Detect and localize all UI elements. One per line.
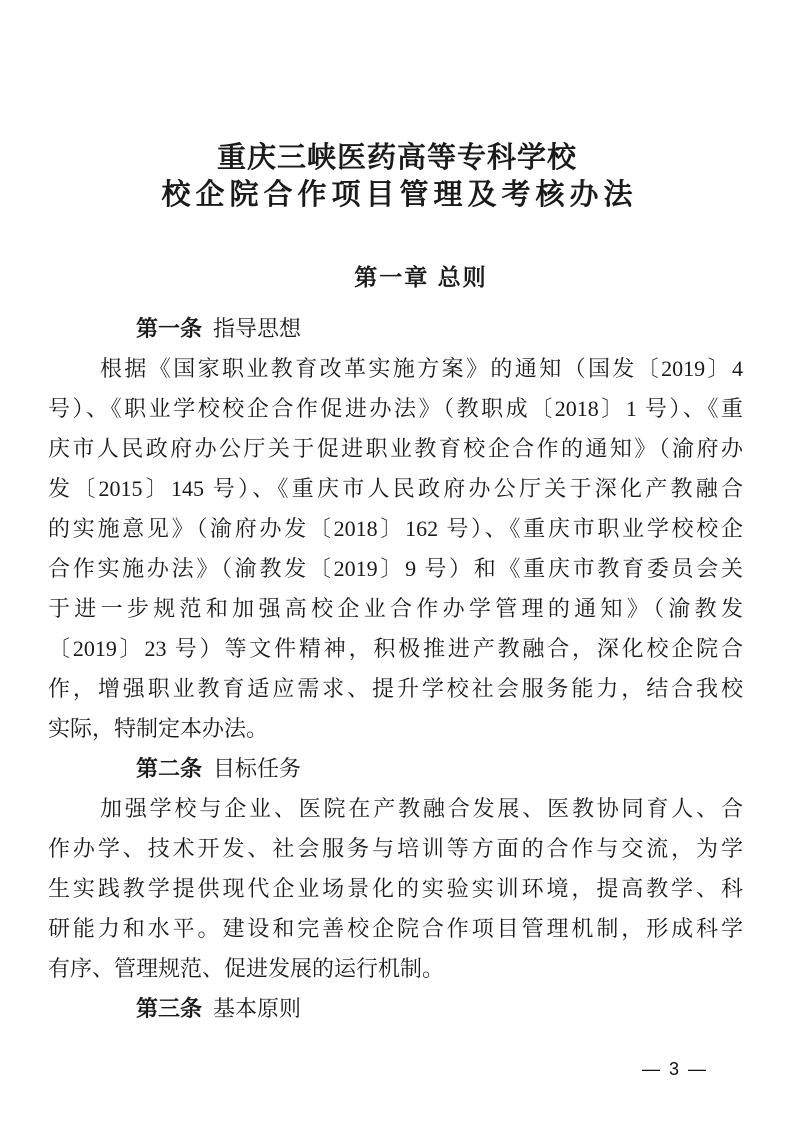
body-line: 研能力和水平。建设和完善校企院合作项目管理机制，形成科学 bbox=[48, 916, 743, 941]
document-body bbox=[0, 309, 794, 1029]
article-2-number: 第二条 bbox=[136, 756, 203, 781]
body-line: 〔2019〕23 号）等文件精神，积极推进产教融合，深化校企院合 bbox=[48, 636, 743, 661]
body-line: 实际，特制定本办法。 bbox=[48, 716, 269, 741]
article-1-number: 第一条 bbox=[136, 316, 203, 341]
page-number: — 3 — bbox=[641, 1059, 708, 1079]
title-line-1: 重庆三峡医药高等专科学校 bbox=[216, 142, 577, 174]
article-2-heading bbox=[48, 749, 743, 789]
article-1-title: 指导思想 bbox=[213, 316, 302, 341]
body-line: 号）、《职业学校校企合作促进办法》（教职成〔2018〕1 号）、《重 bbox=[48, 396, 743, 421]
article-3-heading bbox=[48, 989, 743, 1029]
article-3-title: 基本原则 bbox=[213, 996, 302, 1021]
body-line: 发〔2015〕145 号）、《重庆市人民政府办公厅关于深化产教融合 bbox=[48, 476, 743, 501]
title-line-2: 校企院合作项目管理及考核办法 bbox=[161, 179, 638, 211]
body-line: 庆市人民政府办公厅关于促进职业教育校企合作的通知》（渝府办 bbox=[48, 436, 743, 461]
chapter-heading: 第一章 总则 bbox=[354, 264, 488, 290]
body-line: 作，增强职业教育适应需求、提升学校社会服务能力，结合我校 bbox=[48, 676, 743, 701]
body-line: 加强学校与企业、医院在产教融合发展、医教协同育人、合 bbox=[100, 796, 743, 821]
document-title bbox=[0, 0, 794, 214]
body-line: 有序、管理规范、促进发展的运行机制。 bbox=[48, 956, 445, 981]
body-line: 作办学、技术开发、社会服务与培训等方面的合作与交流，为学 bbox=[48, 836, 743, 861]
body-line: 于进一步规范和加强高校企业合作办学管理的通知》（渝教发 bbox=[48, 596, 743, 621]
body-line: 生实践教学提供现代企业场景化的实验实训环境，提高教学、科 bbox=[48, 876, 743, 901]
article-3-number: 第三条 bbox=[136, 996, 203, 1021]
article-2-title: 目标任务 bbox=[213, 756, 302, 781]
body-line: 合作实施办法》（渝教发〔2019〕9 号）和《重庆市教育委员会关 bbox=[48, 556, 743, 581]
article-1-heading bbox=[48, 309, 743, 349]
body-line: 根据《国家职业教育改革实施方案》的通知（国发〔2019〕4 bbox=[100, 356, 743, 381]
body-line: 的实施意见》（渝府办发〔2018〕162 号）、《重庆市职业学校校企 bbox=[48, 516, 743, 541]
